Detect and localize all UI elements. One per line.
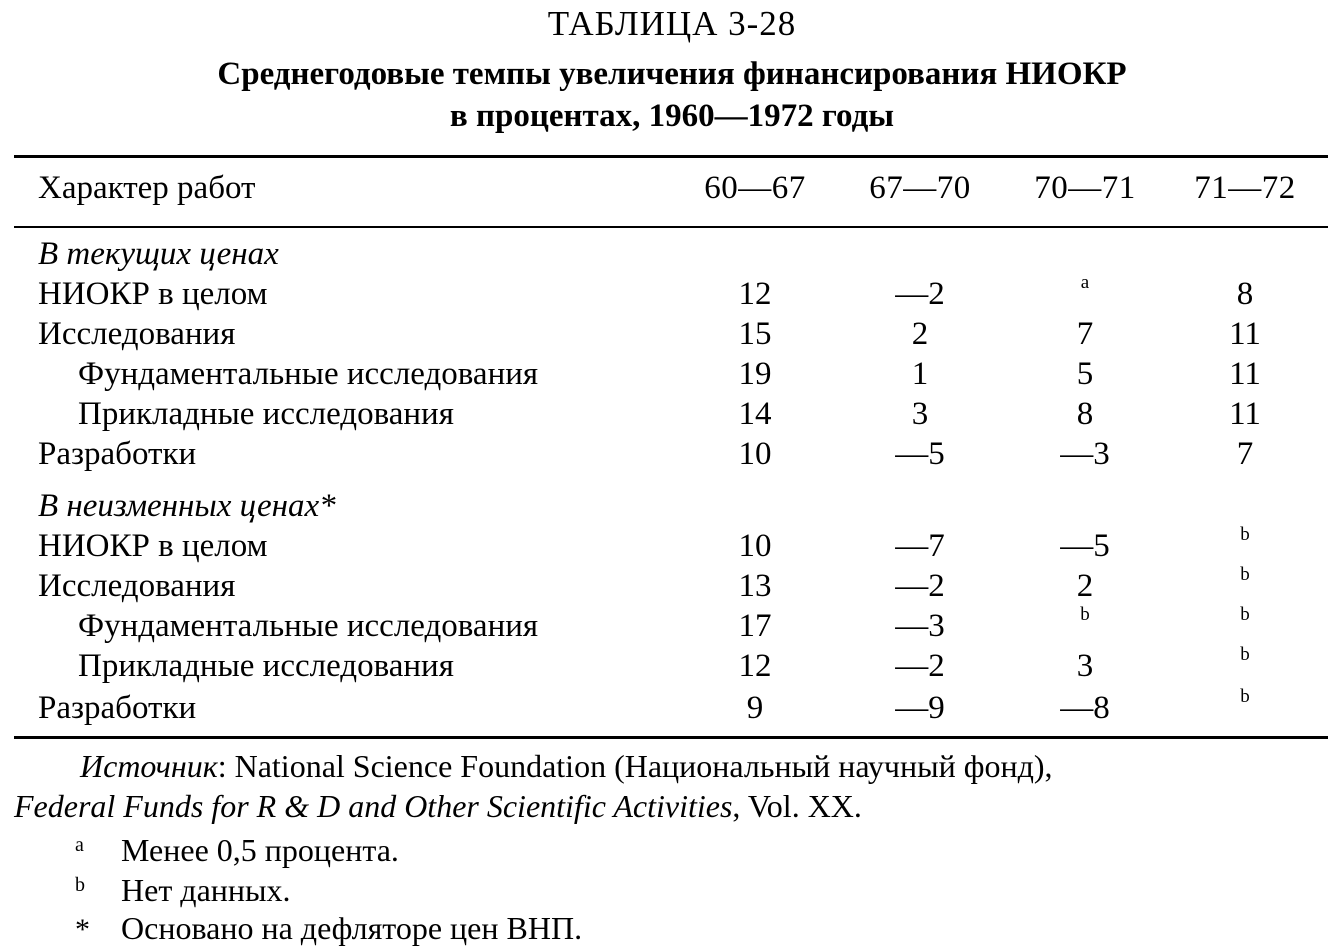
- source-line-1: [80, 748, 1344, 785]
- value-cell: —8: [1060, 690, 1110, 726]
- footnote-mark: b: [75, 874, 85, 896]
- value-cell: 3: [911, 396, 929, 432]
- value-cell: —3: [1060, 436, 1110, 472]
- footnote-marker: b: [1240, 644, 1250, 665]
- header-rule: [14, 226, 1328, 228]
- value-cell: 2: [1076, 568, 1094, 604]
- table-number: ТАБЛИЦА 3-28: [547, 4, 797, 43]
- footnote-marker: a: [1080, 272, 1090, 293]
- footnote-marker-cell: [1170, 524, 1320, 565]
- table-row: [0, 686, 1344, 730]
- footnote-text: Нет данных.: [121, 872, 291, 908]
- value-cell: —2: [895, 276, 945, 312]
- value-cell: 15: [738, 316, 772, 352]
- row-label: Прикладные исследования: [78, 396, 454, 432]
- row-label: Фундаментальные исследования: [78, 608, 539, 644]
- table-row: [0, 356, 1344, 396]
- value-cell: 2: [911, 316, 929, 352]
- row-label: НИОКР в целом: [38, 528, 268, 564]
- footnote-star: [75, 910, 1344, 947]
- table-row: [0, 524, 1344, 568]
- column-header-row: [0, 170, 1344, 210]
- footnote-a: [75, 832, 1344, 869]
- row-label: Разработки: [38, 436, 197, 472]
- value-cell: 13: [738, 568, 772, 604]
- column-header-70-71: 70—71: [1034, 170, 1136, 206]
- section-title-current-prices: В текущих ценах: [38, 236, 279, 272]
- value-cell: —7: [895, 528, 945, 564]
- value-cell: —9: [895, 690, 945, 726]
- table-row: [0, 316, 1344, 356]
- value-cell: —2: [895, 568, 945, 604]
- footnote-marker: b: [1240, 564, 1250, 585]
- column-header-60-67: 60—67: [704, 170, 806, 206]
- value-cell: 11: [1229, 396, 1261, 432]
- row-label: Разработки: [38, 690, 197, 726]
- value-cell: 11: [1229, 356, 1261, 392]
- row-label: НИОКР в целом: [38, 276, 268, 312]
- table-row: [0, 396, 1344, 436]
- row-label: Прикладные исследования: [78, 648, 454, 684]
- value-cell: 11: [1229, 316, 1261, 352]
- footnote-mark: *: [75, 913, 90, 946]
- footnote-marker-cell: [1010, 604, 1160, 645]
- value-cell: 8: [1076, 396, 1094, 432]
- source-line-2: [14, 788, 1344, 825]
- column-header-label: Характер работ: [38, 170, 256, 206]
- footnote-marker-cell: [1170, 644, 1320, 685]
- section-title-row: [0, 236, 1344, 276]
- table-row: [0, 272, 1344, 316]
- value-cell: 1: [911, 356, 929, 392]
- value-cell: —3: [895, 608, 945, 644]
- value-cell: 3: [1076, 648, 1094, 684]
- footnote-marker: b: [1240, 524, 1250, 545]
- footnote-marker-cell: [1170, 564, 1320, 605]
- value-cell: —5: [1060, 528, 1110, 564]
- footnote-marker-cell: [1170, 686, 1320, 727]
- footnote-marker: b: [1080, 604, 1090, 625]
- source-text: : National Science Foundation (Национальный научный фонд),: [217, 748, 1053, 784]
- footnote-text: Менее 0,5 процента.: [121, 832, 399, 868]
- footnote-marker: b: [1240, 686, 1250, 707]
- value-cell: 8: [1236, 276, 1254, 312]
- footnote-mark: a: [75, 834, 84, 856]
- row-label: Исследования: [38, 316, 236, 352]
- value-cell: —2: [895, 648, 945, 684]
- value-cell: 14: [738, 396, 772, 432]
- source-volume: , Vol. XX.: [732, 788, 862, 824]
- value-cell: 7: [1236, 436, 1254, 472]
- footnote-marker-cell: [1170, 604, 1320, 645]
- row-label: Исследования: [38, 568, 236, 604]
- section-title-row: [0, 488, 1344, 528]
- footnote-b: [75, 872, 1344, 909]
- value-cell: 10: [738, 528, 772, 564]
- value-cell: 17: [738, 608, 772, 644]
- value-cell: 7: [1076, 316, 1094, 352]
- source-publication: Federal Funds for R & D and Other Scientific Activities: [14, 788, 733, 824]
- section-title-constant-prices: В неизменных ценах*: [38, 488, 336, 524]
- value-cell: 10: [738, 436, 772, 472]
- footnote-text: Основано на дефляторе цен ВНП.: [121, 910, 583, 946]
- value-cell: 19: [738, 356, 772, 392]
- table-row: [0, 604, 1344, 648]
- table-row: [0, 436, 1344, 476]
- value-cell: 9: [746, 690, 764, 726]
- top-rule: [14, 155, 1328, 158]
- value-cell: 12: [738, 648, 772, 684]
- source-prefix: Источник: [80, 748, 218, 784]
- footnote-marker-cell: [1010, 272, 1160, 313]
- table-row: [0, 564, 1344, 608]
- table-row: [0, 644, 1344, 688]
- bottom-rule: [14, 736, 1328, 739]
- footnote-marker: b: [1240, 604, 1250, 625]
- column-header-67-70: 67—70: [869, 170, 971, 206]
- value-cell: —5: [895, 436, 945, 472]
- value-cell: 12: [738, 276, 772, 312]
- row-label: Фундаментальные исследования: [78, 356, 539, 392]
- column-header-71-72: 71—72: [1194, 170, 1296, 206]
- table-title-line-2: в процентах, 1960—1972 годы: [449, 98, 895, 134]
- value-cell: 5: [1076, 356, 1094, 392]
- table-title-line-1: Среднегодовые темпы увеличения финансирования НИОКР: [217, 56, 1127, 92]
